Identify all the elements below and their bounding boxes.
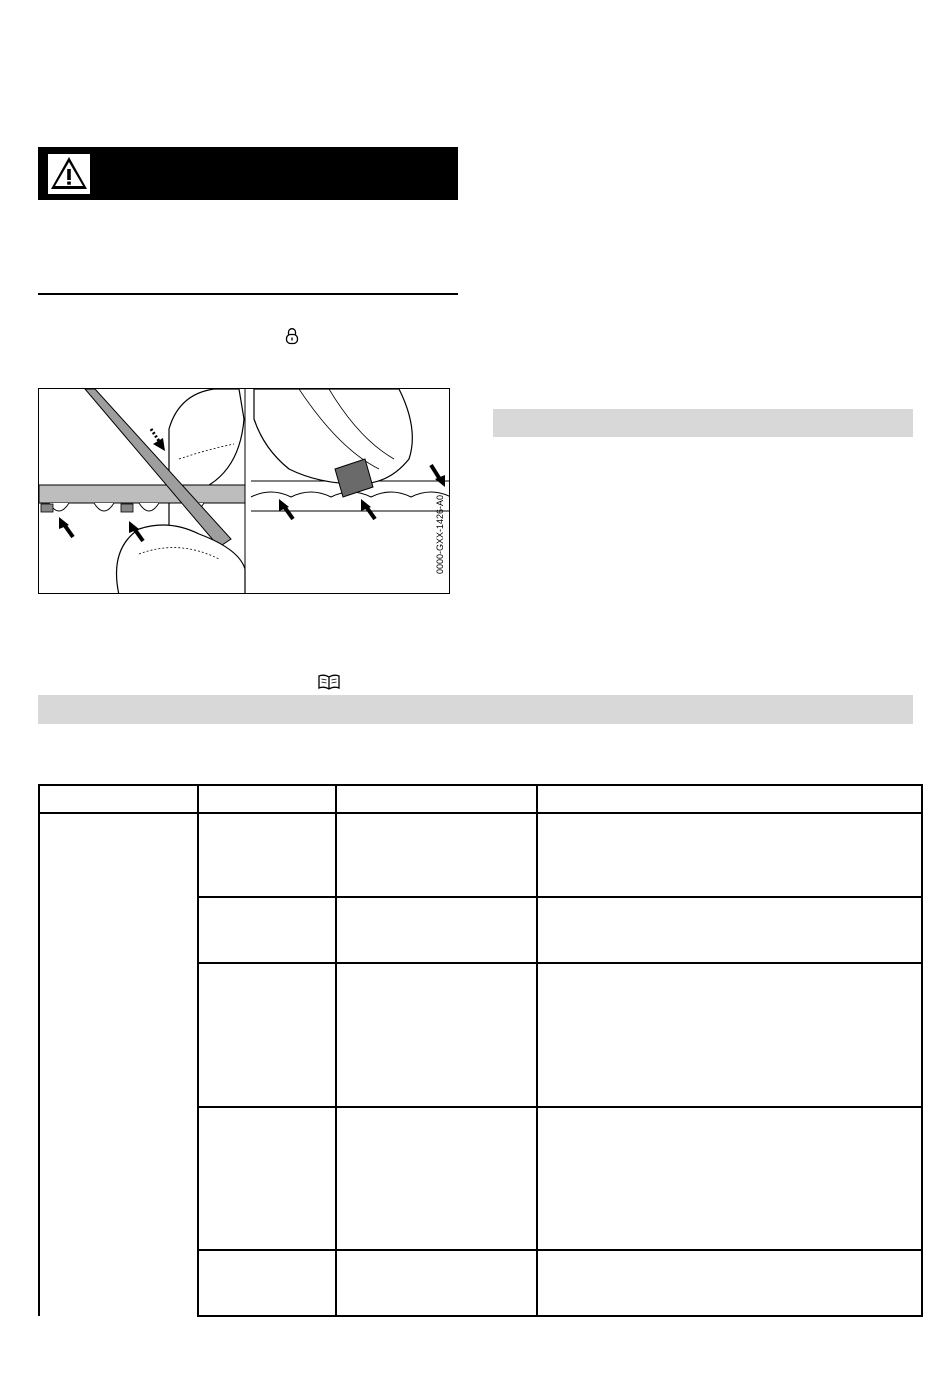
table-cell (336, 897, 537, 963)
table-cell (537, 1107, 922, 1250)
table-cell (198, 1250, 336, 1316)
table-row (39, 813, 922, 897)
table-cell (336, 1250, 537, 1316)
table-header-cell (198, 785, 336, 813)
table-cell (198, 813, 336, 897)
table-header-cell (336, 785, 537, 813)
troubleshooting-header-bar (38, 695, 913, 724)
table-cell-fault (39, 813, 198, 1316)
table-header-cell (537, 785, 922, 813)
table-cell (336, 963, 537, 1107)
troubleshooting-table (38, 784, 923, 1317)
section-header-bar (493, 409, 913, 437)
table-cell (537, 963, 922, 1107)
warning-banner (38, 147, 458, 200)
figure-code: 0000-GXX-1426-A0 (435, 494, 445, 574)
sharpening-illustration (38, 388, 450, 594)
warning-triangle-icon (48, 154, 90, 194)
table-cell (336, 1107, 537, 1250)
table-cell (198, 897, 336, 963)
table-cell (537, 897, 922, 963)
table-header-row (39, 785, 922, 813)
table-cell (336, 813, 537, 897)
illustration-drawing (39, 389, 450, 594)
table-cell (198, 1107, 336, 1250)
warning-icon-box (48, 154, 90, 194)
table-header-cell (39, 785, 198, 813)
book-icon (318, 674, 340, 690)
table-cell (537, 813, 922, 897)
table-cell (198, 963, 336, 1107)
lock-icon (285, 327, 299, 345)
table-cell (537, 1250, 922, 1316)
section-divider (38, 293, 458, 295)
